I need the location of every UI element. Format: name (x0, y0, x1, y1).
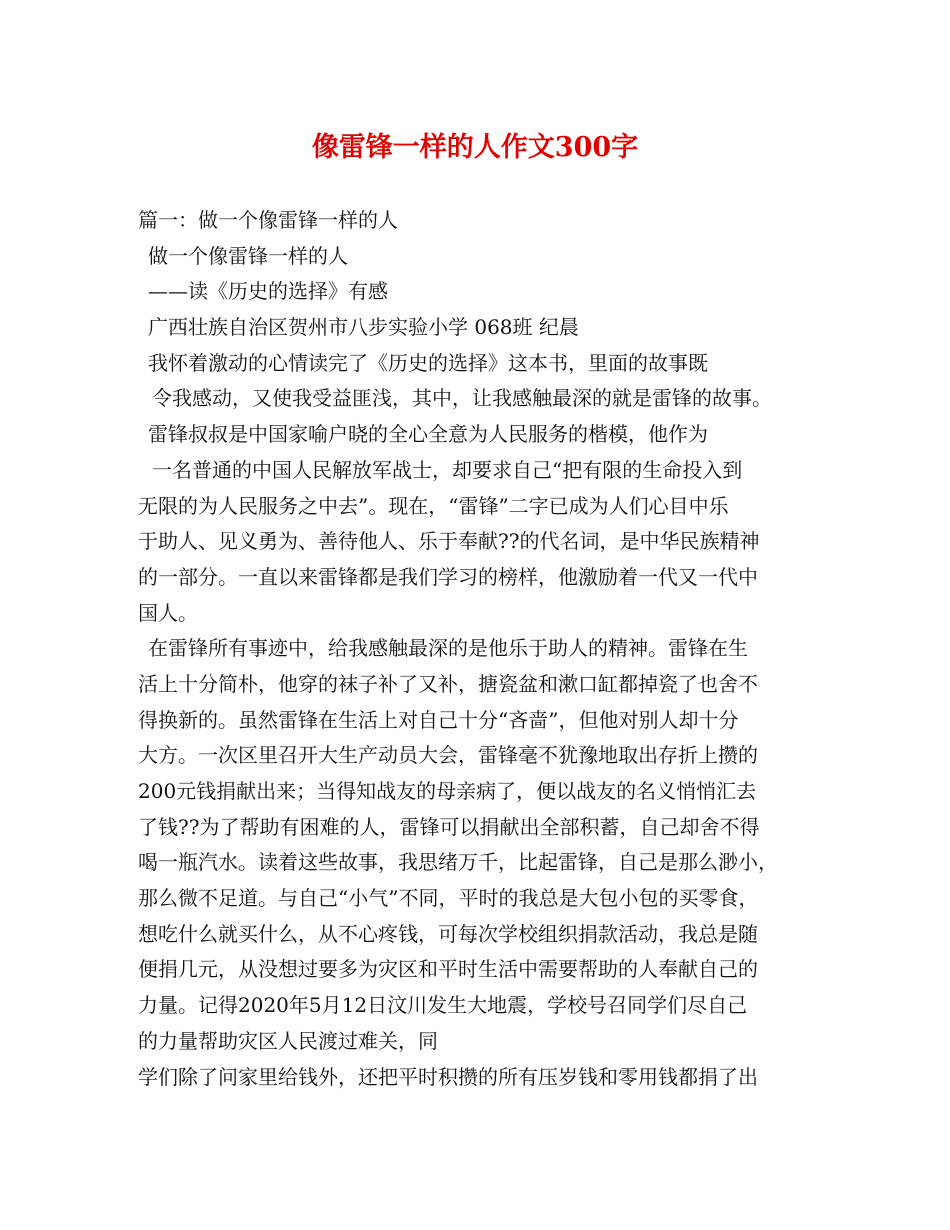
text-line: 的力量帮助灾区人民渡过难关，同 (138, 1028, 438, 1053)
text-line: 学们除了问家里给钱外，还把平时积攒的所有压岁钱和零用钱都捐了出 (138, 1064, 758, 1089)
text-line: 一名普通的中国人民解放军战士，却要求自己“把有限的生命投入到 (152, 457, 743, 482)
document-title: 像雷锋一样的人作文300字 (311, 132, 639, 163)
text-line: 广西壮族自治区贺州市八步实验小学 068班 纪晨 (148, 315, 579, 340)
text-line: 了钱??为了帮助有困难的人，雷锋可以捐献出全部积蓄，自己却舍不得 (138, 814, 760, 839)
text-line: 雷锋叔叔是中国家喻户晓的全心全意为人民服务的楷模，他作为 (148, 422, 708, 447)
text-line: 便捐几元，从没想过要多为灾区和平时生活中需要帮助的人奉献自己的 (138, 957, 758, 982)
text-line: 喝一瓶汽水。读着这些故事，我思绪万千，比起雷锋，自己是那么渺小， (138, 850, 778, 875)
text-line: 在雷锋所有事迹中，给我感触最深的是他乐于助人的精神。雷锋在生 (148, 636, 748, 661)
text-line: 无限的为人民服务之中去”。现在，“雷锋”二字已成为人们心目中乐 (138, 493, 729, 518)
document-body (138, 203, 828, 1095)
text-line: 力量。记得2020年5月12日汶川发生大地震，学校号召同学们尽自己 (138, 993, 748, 1018)
text-line: 国人。 (138, 600, 198, 625)
text-line: 想吃什么就买什么，从不心疼钱，可每次学校组织捐款活动，我总是随 (138, 921, 758, 946)
text-line: 200元钱捐献出来；当得知战友的母亲病了，便以战友的名义悄悄汇去 (138, 779, 757, 803)
text-line: 于助人、见义勇为、善待他人、乐于奉献??的代名词，是中华民族精神 (138, 529, 760, 554)
text-line: 做一个像雷锋一样的人 (148, 243, 348, 268)
text-line: 活上十分简朴，他穿的袜子补了又补，搪瓷盆和漱口缸都掉瓷了也舍不 (138, 671, 758, 696)
text-line: ——读《历史的选择》有感 (148, 279, 388, 304)
text-line: 那么微不足道。与自己“小气”不同，平时的我总是大包小包的买零食， (138, 886, 759, 911)
text-line: 的一部分。一直以来雷锋都是我们学习的榜样，他激励着一代又一代中 (138, 564, 758, 589)
text-line: 大方。一次区里召开大生产动员大会，雷锋毫不犹豫地取出存折上攒的 (138, 743, 758, 768)
text-line: 篇一：做一个像雷锋一样的人 (138, 208, 398, 232)
text-line: 得换新的。虽然雷锋在生活上对自己十分“吝啬”，但他对别人却十分 (138, 707, 739, 732)
text-line: 令我感动，又使我受益匪浅，其中，让我感触最深的就是雷锋的故事。 (152, 386, 772, 411)
text-line: 我怀着激动的心情读完了《历史的选择》这本书，里面的故事既 (148, 350, 708, 375)
